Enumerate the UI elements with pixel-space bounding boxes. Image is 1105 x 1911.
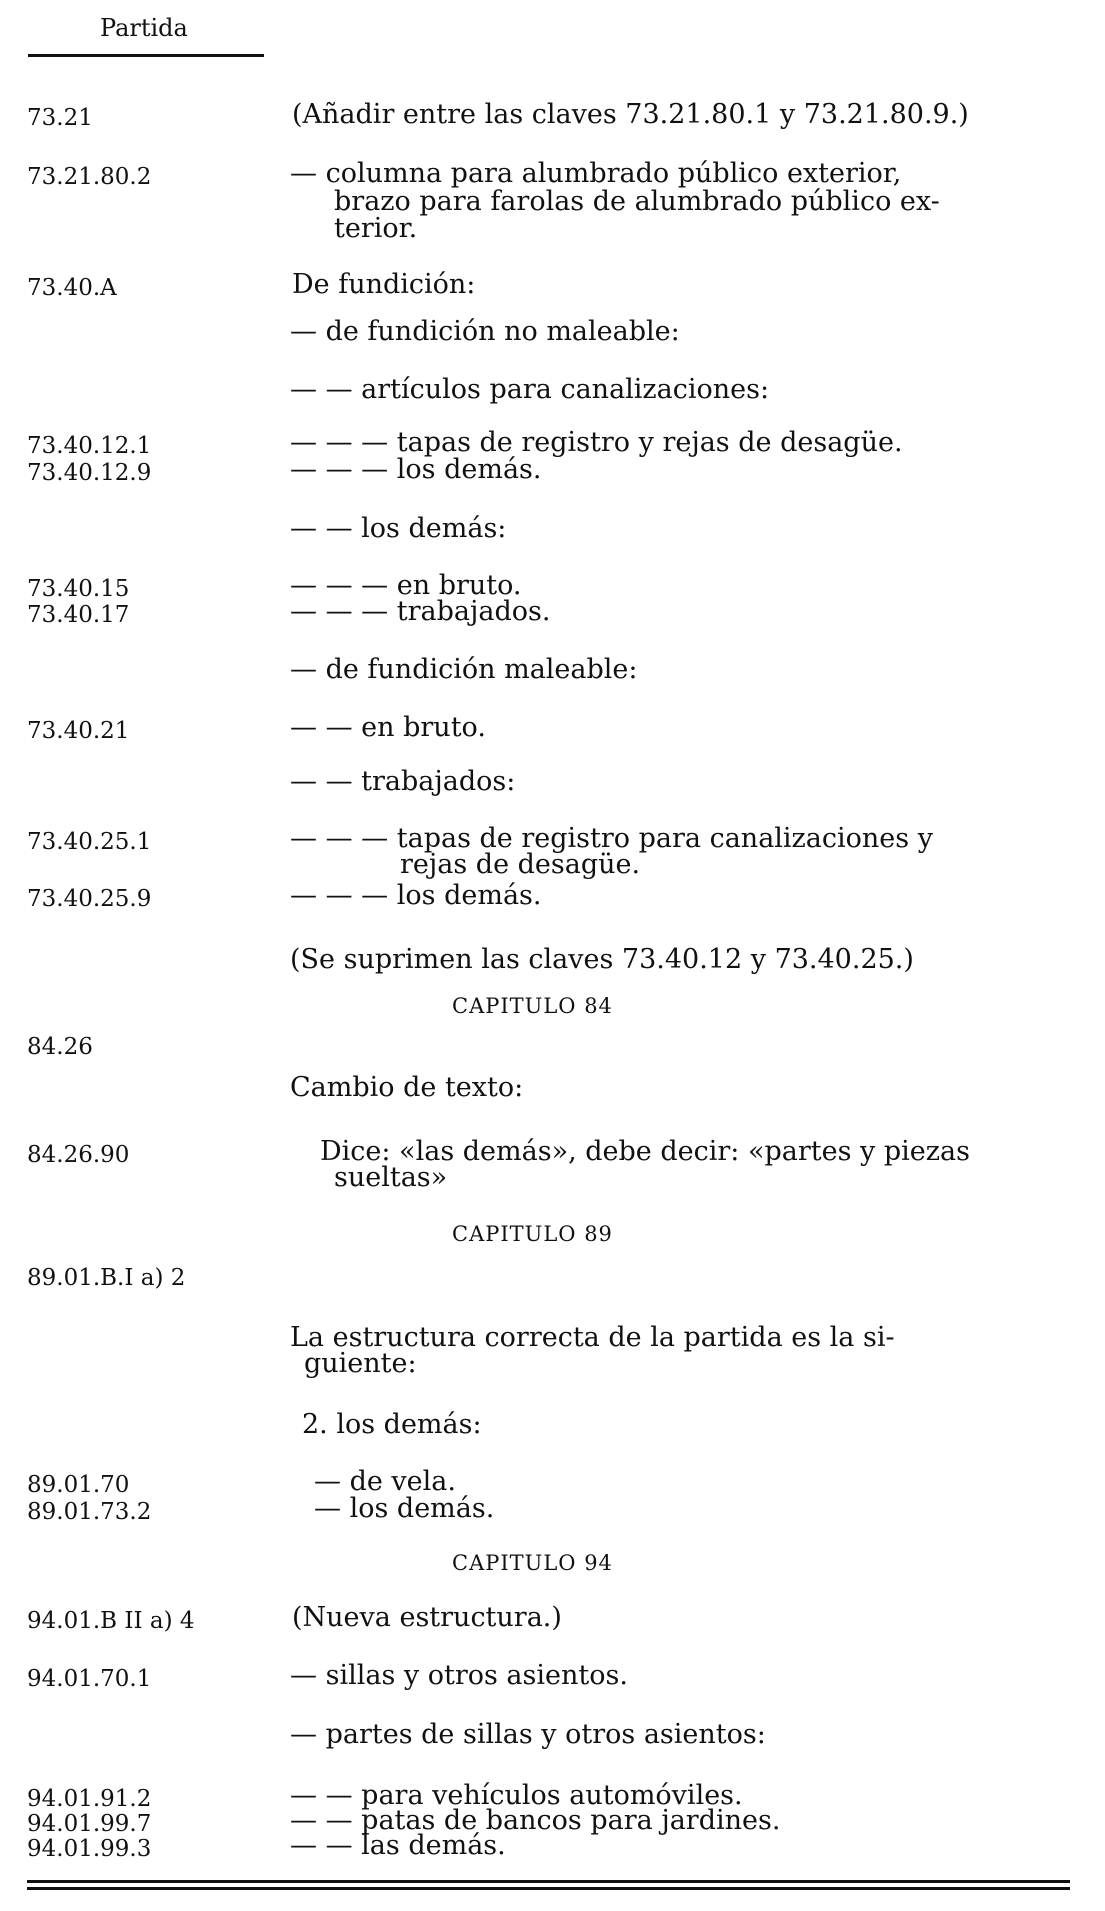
row-text: sueltas» (334, 1162, 448, 1193)
row-text: La estructura correcta de la partida es la si- (290, 1322, 895, 1353)
row-text: brazo para farolas de alumbrado público ex- (334, 186, 940, 217)
row-text: Cambio de texto: (290, 1072, 524, 1103)
row-text: — — — en bruto. (290, 570, 522, 601)
row-text: rejas de desagüe. (400, 849, 641, 880)
row-code: 94.01.B II a) 4 (27, 1608, 195, 1634)
row-text: — — — los demás. (290, 454, 542, 485)
row-text: — — trabajados: (290, 766, 516, 797)
row-text: — de fundición maleable: (290, 654, 638, 685)
footer-rule (27, 1880, 1070, 1883)
row-code: 73.21 (27, 105, 93, 131)
chapter-heading: CAPITULO 89 (452, 1222, 613, 1246)
row-code: 73.40.15 (27, 576, 130, 602)
row-text: — de vela. (314, 1466, 456, 1497)
row-code: 94.01.70.1 (27, 1666, 152, 1692)
row-code: 73.40.17 (27, 602, 130, 628)
row-text: — — — tapas de registro y rejas de desagüe. (290, 427, 903, 458)
row-text: Dice: «las demás», debe decir: «partes y piezas (320, 1136, 970, 1167)
row-text: — columna para alumbrado público exterior, (290, 158, 902, 189)
row-text: (Se suprimen las claves 73.40.12 y 73.40.25.) (290, 944, 914, 975)
row-code: 73.40.12.9 (27, 460, 152, 486)
row-text: guiente: (304, 1348, 417, 1379)
row-code: 73.21.80.2 (27, 164, 152, 190)
row-code: 73.40.A (27, 275, 117, 301)
row-text: — — los demás: (290, 513, 507, 544)
row-code: 73.40.21 (27, 718, 130, 744)
row-code: 89.01.73.2 (27, 1499, 152, 1525)
row-text: — — — los demás. (290, 880, 542, 911)
chapter-heading: CAPITULO 84 (452, 994, 613, 1018)
row-code: 94.01.91.2 (27, 1786, 152, 1812)
row-code: 73.40.12.1 (27, 433, 152, 459)
row-text: (Añadir entre las claves 73.21.80.1 y 73.21.80.9.) (292, 99, 969, 130)
row-code: 73.40.25.9 (27, 886, 152, 912)
row-code: 73.40.25.1 (27, 829, 152, 855)
chapter-heading: CAPITULO 94 (452, 1551, 613, 1575)
row-text: — — artículos para canalizaciones: (290, 374, 770, 405)
row-text: — los demás. (314, 1493, 495, 1524)
row-text: De fundición: (292, 269, 476, 300)
row-text: 2. los demás: (302, 1409, 482, 1440)
row-text: — — las demás. (290, 1830, 506, 1861)
row-code: 84.26.90 (27, 1142, 130, 1168)
partida-header: Partida (100, 14, 188, 42)
row-text: — — patas de bancos para jardines. (290, 1805, 781, 1836)
row-text: — — — trabajados. (290, 596, 551, 627)
row-code: 94.01.99.3 (27, 1836, 152, 1862)
row-code: 84.26 (27, 1034, 93, 1060)
header-underline (28, 54, 264, 57)
row-text: — — en bruto. (290, 712, 486, 743)
footer-rule (27, 1887, 1070, 1890)
row-code: 89.01.70 (27, 1472, 130, 1498)
row-text: — de fundición no maleable: (290, 316, 680, 347)
row-text: — sillas y otros asientos. (290, 1660, 628, 1691)
row-text: — partes de sillas y otros asientos: (290, 1719, 766, 1750)
row-text: (Nueva estructura.) (292, 1602, 562, 1633)
row-text: — — para vehículos automóviles. (290, 1780, 743, 1811)
row-text: — — — tapas de registro para canalizaciones y (290, 823, 933, 854)
row-code: 94.01.99.7 (27, 1811, 152, 1837)
row-text: terior. (334, 213, 418, 244)
row-code: 89.01.B.I a) 2 (27, 1265, 186, 1291)
